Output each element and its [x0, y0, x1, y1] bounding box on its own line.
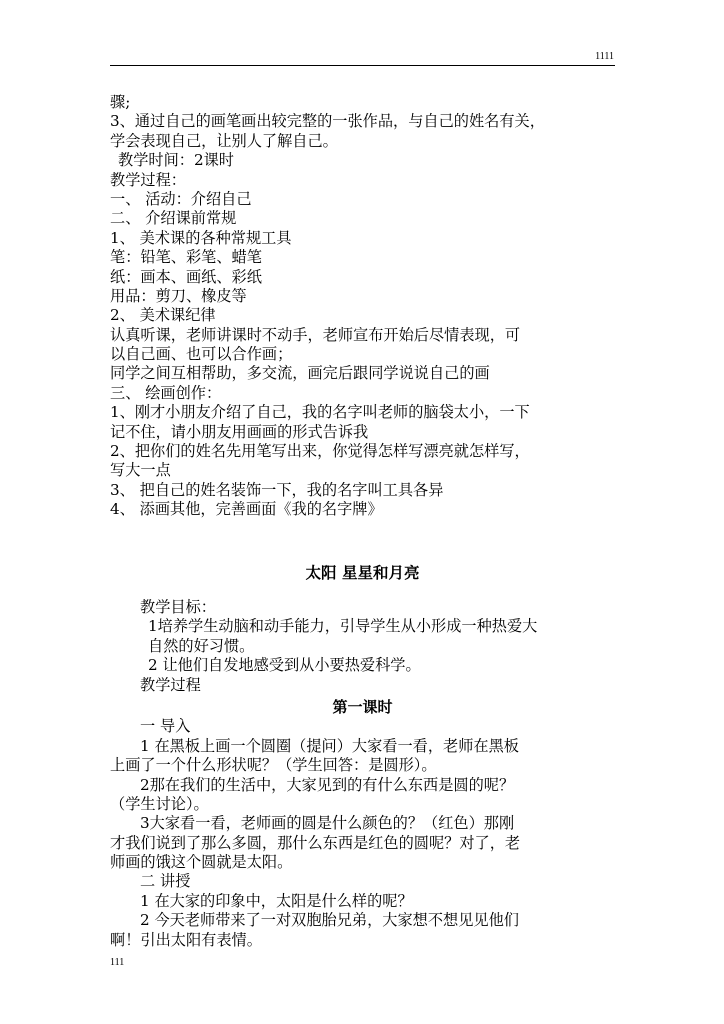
objective-line: 自然的好习惯。	[148, 636, 255, 655]
text-line: 写大一点	[110, 461, 171, 480]
process-line: 二 讲授	[140, 872, 191, 891]
process-line: 一 导入	[140, 717, 191, 736]
text-line: 1、刚才小朋友介绍了自己，我的名字叫老师的脑袋太小，一下	[110, 403, 530, 422]
process-line: 1 在黑板上画一个圆圈（提问）大家看一看，老师在黑板	[140, 736, 519, 755]
process-line: 才我们说到了那么多圆，那什么东西是红色的圆呢？对了，老	[110, 833, 521, 852]
section-my-name-lesson	[110, 93, 620, 520]
text-line: 纸：画本、画纸、彩纸	[110, 267, 262, 286]
objectives-list	[110, 617, 620, 675]
process-line: （学生讨论）。	[110, 794, 209, 813]
text-line: 以自己画、也可以合作画；	[110, 345, 293, 364]
text-line: 三、 绘画创作：	[110, 383, 222, 402]
objective-line: 1培养学生动脑和动手能力，引导学生从小形成一种热爱大	[148, 617, 538, 636]
process-line: 2 今天老师带来了一对双胞胎兄弟，大家想不想见见他们	[140, 911, 519, 930]
text-line: 学会表现自己，让别人了解自己。	[110, 131, 338, 150]
text-line: 教学过程：	[110, 170, 186, 189]
text-line: 2、把你们的姓名先用笔写出来，你觉得怎样写漂亮就怎样写，	[110, 442, 530, 461]
process-line: 1 在大家的印象中，太阳是什么样的呢？	[140, 891, 413, 910]
lesson-title: 太阳 星星和月亮	[305, 563, 420, 582]
text-line: 3、通过自己的画笔画出较完整的一张作品，与自己的姓名有关，	[110, 112, 545, 131]
text-line: 3、 把自己的姓名装饰一下，我的名字叫工具各异	[110, 480, 444, 499]
text-line: 二、 介绍课前常规	[110, 209, 237, 228]
process-line: 啊！引出太阳有表情。	[110, 930, 262, 949]
text-line: 记不住，请小朋友用画画的形式告诉我	[110, 422, 369, 441]
objectives-heading: 教学目标：	[140, 598, 216, 616]
document-body	[110, 93, 620, 950]
text-line: 4、 添画其他，完善画面《我的名字牌》	[110, 500, 383, 519]
process-line: 上画了一个什么形状呢？（学生回答：是圆形）。	[110, 756, 437, 775]
text-line: 同学之间互相帮助，多交流，画完后跟同学说说自己的画	[110, 364, 490, 383]
text-line: 用品：剪刀、橡皮等	[110, 286, 247, 305]
text-line: 认真听课，老师讲课时不动手，老师宣布开始后尽情表现，可	[110, 325, 521, 344]
text-line: 1、 美术课的各种常规工具	[110, 228, 292, 247]
text-line: 教学时间：2课时	[118, 151, 234, 170]
lesson-process-body	[110, 717, 620, 950]
text-line: 2、 美术课纪律	[110, 306, 216, 325]
text-line: 骤;	[110, 93, 131, 111]
header-rule	[110, 65, 615, 66]
lesson-period-heading: 第一课时	[332, 697, 393, 716]
footer-page-number: 111	[110, 957, 125, 968]
text-line: 笔：铅笔、彩笔、蜡笔	[110, 248, 262, 267]
process-line: 2那在我们的生活中，大家见到的有什么东西是圆的呢？	[140, 775, 515, 794]
section-gap	[110, 520, 620, 564]
header-page-number: 1111	[595, 51, 614, 62]
objective-line: 2 让他们自发地感受到从小要热爱科学。	[148, 656, 421, 675]
text-line: 一、 活动：介绍自己	[110, 189, 252, 208]
process-line: 3大家看一看，老师画的圆是什么颜色的？（红色）那刚	[140, 814, 515, 833]
process-line: 师画的饿这个圆就是太阳。	[110, 853, 293, 872]
process-heading: 教学过程	[140, 675, 201, 694]
